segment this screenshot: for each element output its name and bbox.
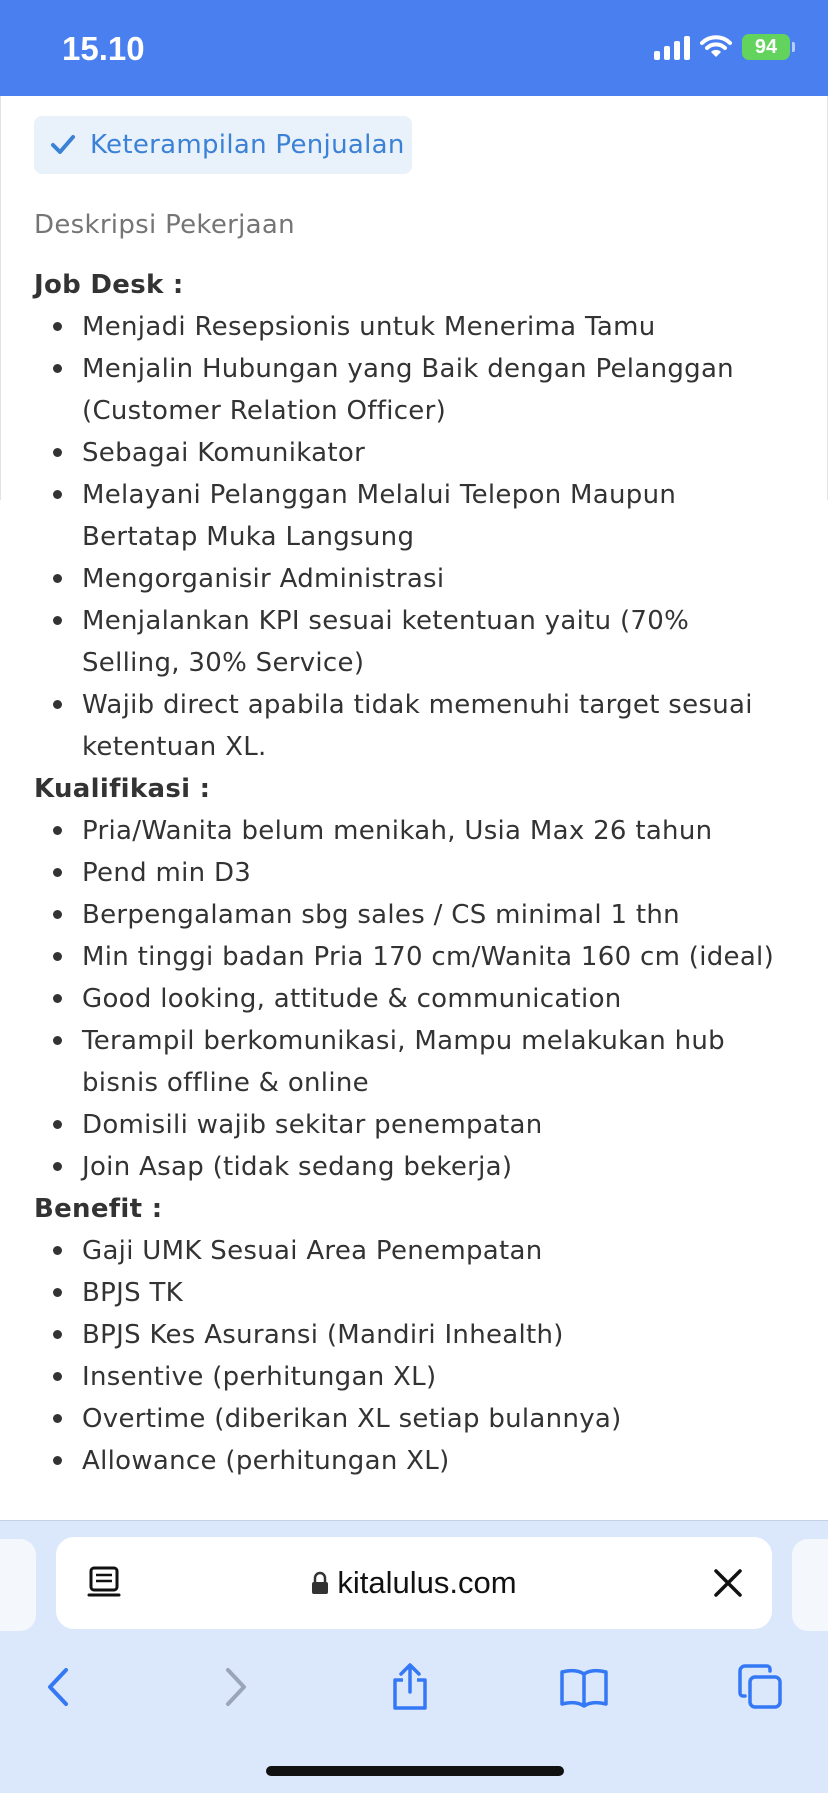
list-item: Menjadi Resepsionis untuk Menerima Tamu: [82, 306, 794, 348]
status-icons: [654, 34, 790, 60]
chevron-right-icon: [222, 1666, 250, 1708]
list-item: Domisili wajib sekitar penempatan: [82, 1104, 794, 1146]
tabs-button[interactable]: [732, 1659, 788, 1715]
url-text: kitalulus.com: [337, 1565, 517, 1600]
list-item: Menjalin Hubungan yang Baik dengan Pelanggan (Customer Relation Officer): [82, 348, 794, 432]
qualifications-heading: Kualifikasi :: [34, 774, 211, 804]
battery-icon: [742, 34, 790, 60]
book-icon: [558, 1666, 610, 1708]
list-item: Wajib direct apabila tidak memenuhi target sesuai ketentuan XL.: [82, 684, 794, 768]
list-item: Melayani Pelanggan Melalui Telepon Maupun Bertatap Muka Langsung: [82, 474, 794, 558]
address-bar[interactable]: [56, 1537, 772, 1629]
list-item: Allowance (perhitungan XL): [82, 1440, 794, 1482]
list-item: BPJS Kes Asuransi (Mandiri Inhealth): [82, 1314, 794, 1356]
list-item: Pria/Wanita belum menikah, Usia Max 26 tahun: [82, 810, 794, 852]
previous-tab-preview[interactable]: [0, 1539, 36, 1631]
list-item: Mengorganisir Administrasi: [82, 558, 794, 600]
home-indicator[interactable]: [266, 1766, 564, 1776]
status-bar: [0, 0, 828, 96]
status-time: 15.10: [62, 30, 145, 67]
job-description: [34, 264, 794, 1482]
browser-toolbar: [0, 1651, 828, 1721]
list-item: Join Asap (tidak sedang bekerja): [82, 1146, 794, 1188]
next-tab-preview[interactable]: [792, 1539, 828, 1631]
close-icon[interactable]: [712, 1567, 744, 1599]
back-button[interactable]: [30, 1659, 86, 1715]
list-item: BPJS TK: [82, 1272, 794, 1314]
list-item: Good looking, attitude & communication: [82, 978, 794, 1020]
share-icon: [389, 1662, 431, 1712]
bookmarks-button[interactable]: [556, 1659, 612, 1715]
list-item: Menjalankan KPI sesuai ketentuan yaitu (70% Selling, 30% Service): [82, 600, 794, 684]
url-display[interactable]: [56, 1565, 772, 1601]
tabs-icon: [736, 1663, 784, 1711]
qualifications-list: [34, 810, 794, 1188]
job-desk-list: [34, 306, 794, 768]
section-title: Deskripsi Pekerjaan: [34, 210, 295, 240]
benefits-heading: Benefit :: [34, 1194, 163, 1224]
skill-label: Keterampilan Penjualan: [90, 130, 405, 160]
skill-chip: [34, 116, 412, 174]
share-button[interactable]: [382, 1659, 438, 1715]
list-item: Terampil berkomunikasi, Mampu melakukan hub bisnis offline & online: [82, 1020, 794, 1104]
list-item: Overtime (diberikan XL setiap bulannya): [82, 1398, 794, 1440]
list-item: Gaji UMK Sesuai Area Penempatan: [82, 1230, 794, 1272]
check-icon: [50, 134, 76, 156]
forward-button[interactable]: [208, 1659, 264, 1715]
list-item: Min tinggi badan Pria 170 cm/Wanita 160 cm (ideal): [82, 936, 794, 978]
list-item: Berpengalaman sbg sales / CS minimal 1 thn: [82, 894, 794, 936]
list-item: Sebagai Komunikator: [82, 432, 794, 474]
browser-chrome: [0, 1520, 828, 1793]
battery-level: 94: [754, 35, 778, 58]
list-item: Pend min D3: [82, 852, 794, 894]
lock-icon: [311, 1571, 329, 1595]
wifi-icon: [700, 35, 732, 59]
job-detail-content: [0, 96, 828, 1520]
job-desk-heading: Job Desk :: [34, 270, 184, 300]
chevron-left-icon: [44, 1666, 72, 1708]
benefits-list: [34, 1230, 794, 1482]
signal-icon: [654, 34, 690, 60]
list-item: Insentive (perhitungan XL): [82, 1356, 794, 1398]
